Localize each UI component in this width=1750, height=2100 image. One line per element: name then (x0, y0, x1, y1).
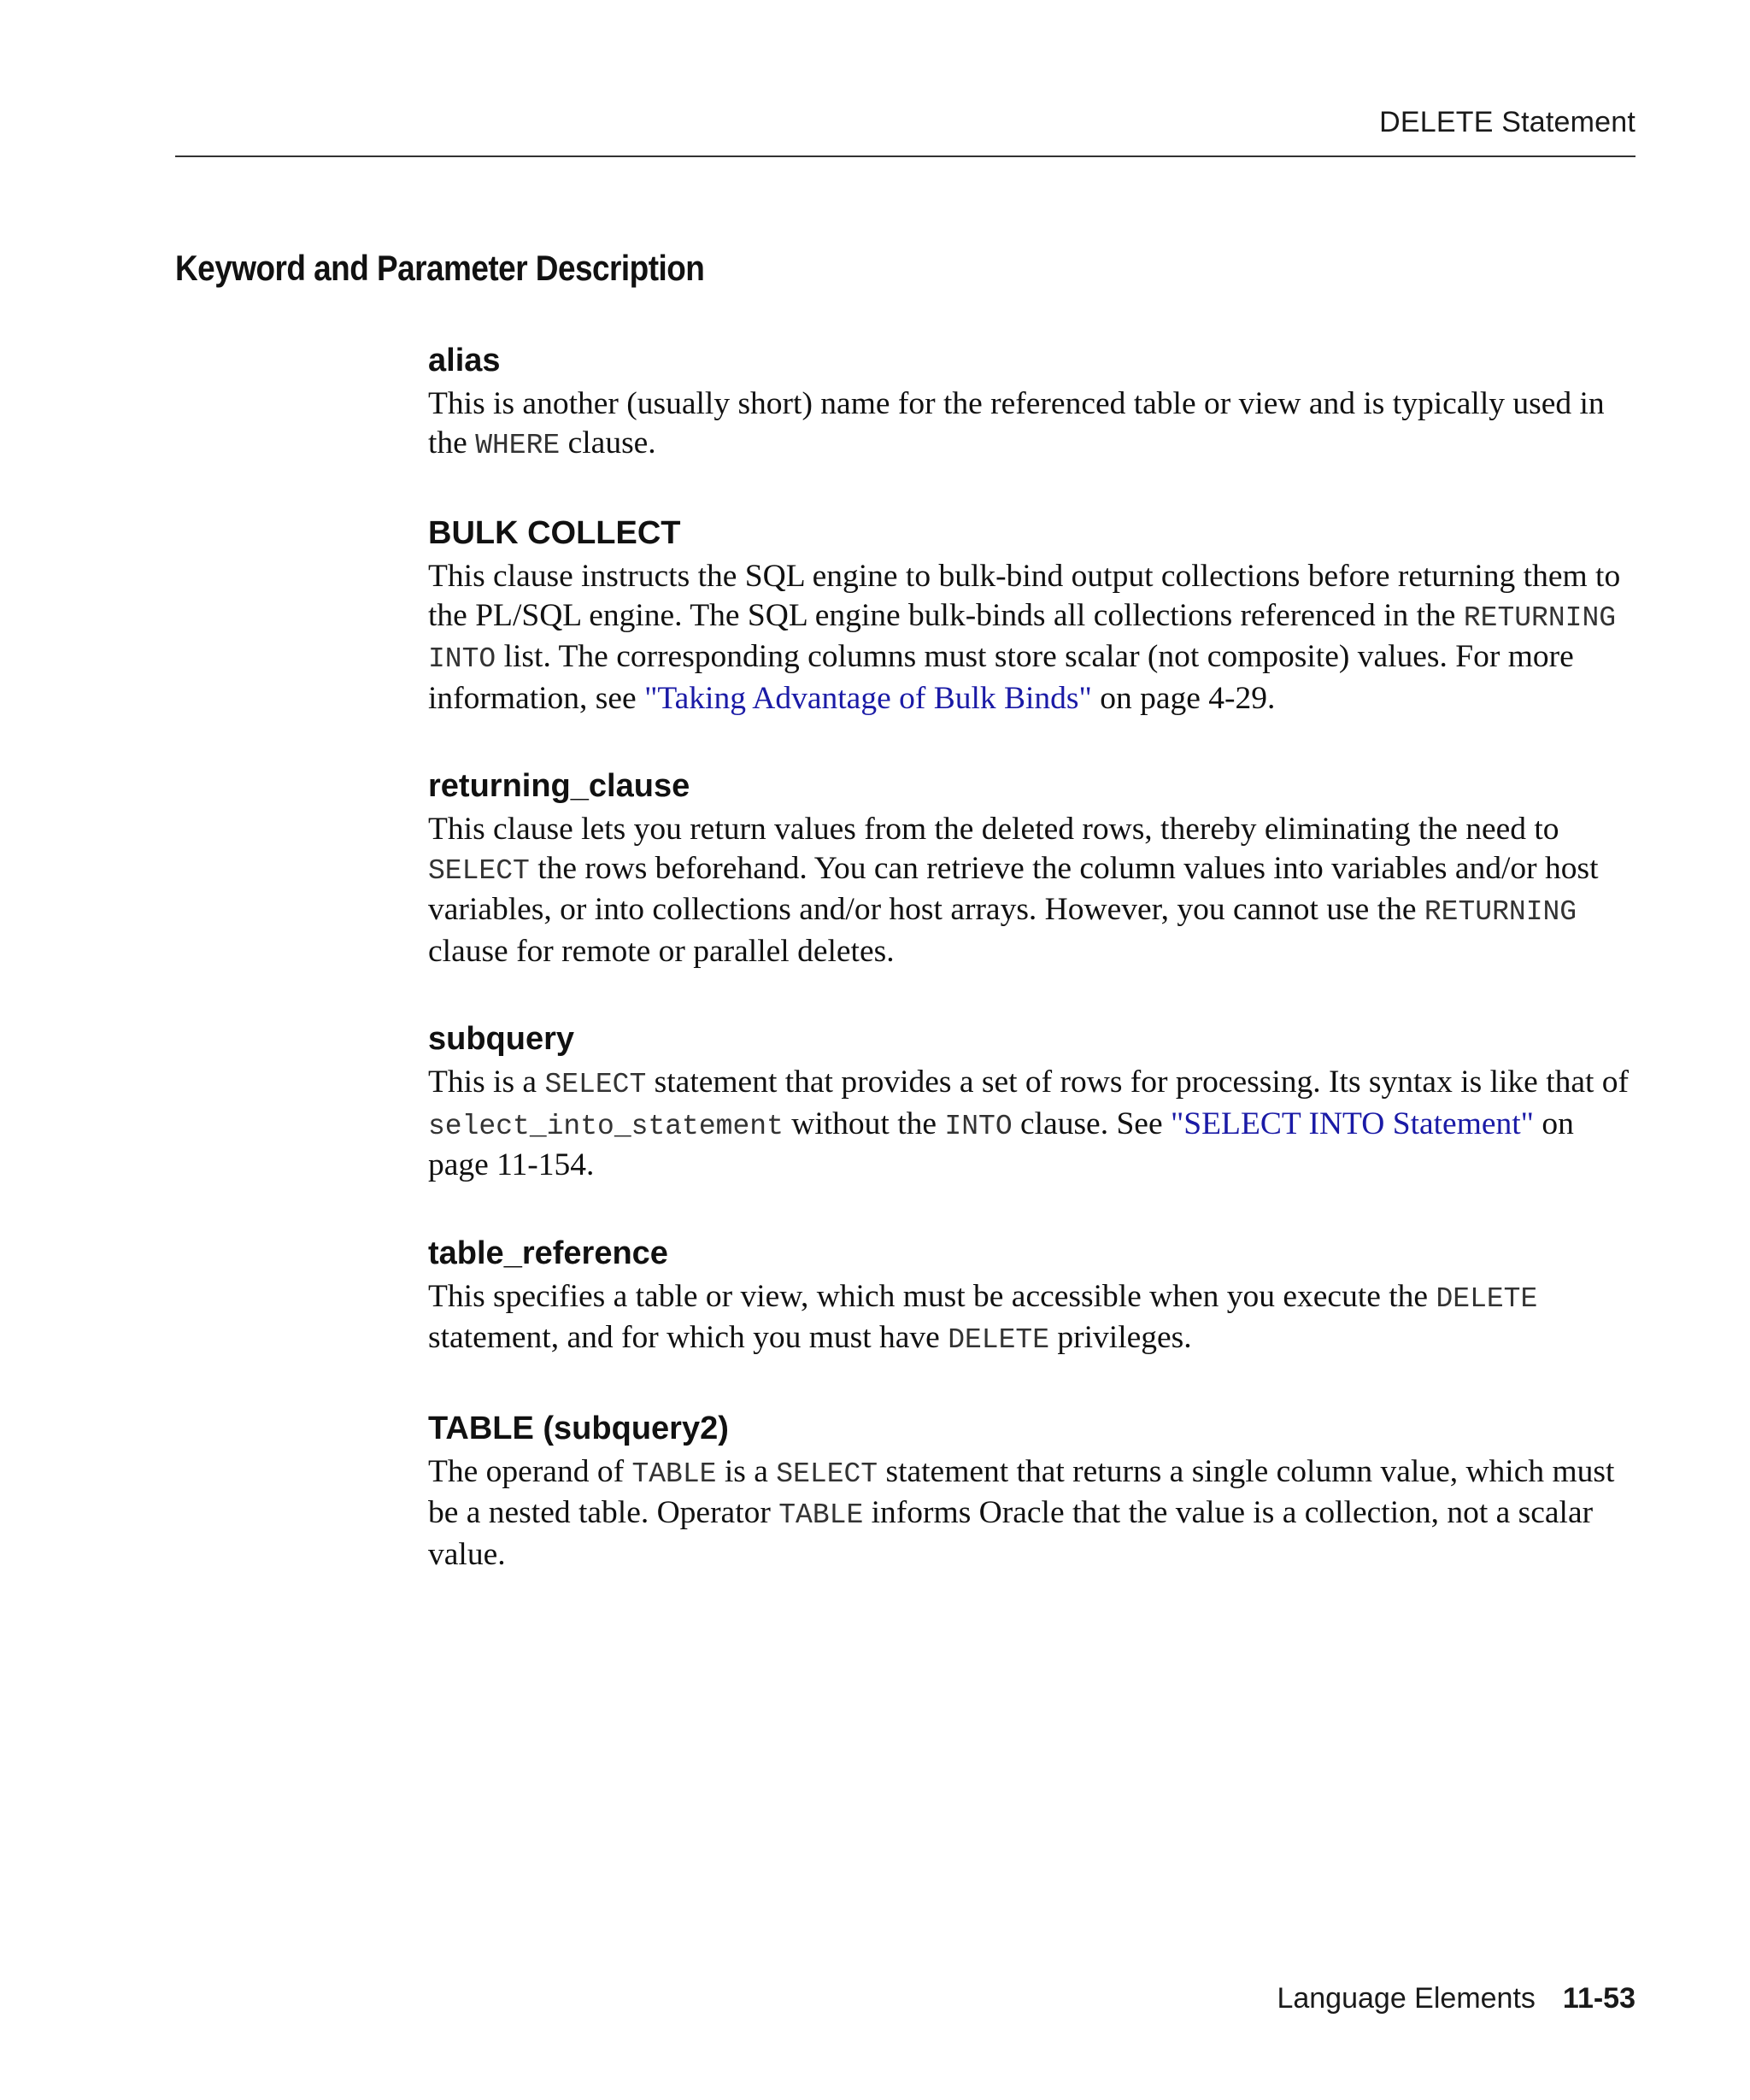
running-footer (1277, 1982, 1635, 2015)
description-text: privileges. (1049, 1320, 1192, 1355)
term-description (428, 810, 1641, 971)
description-text: This is another (usually short) name for the referenced table or view and is typically used in the (428, 386, 1605, 460)
description-text: clause for remote or parallel deletes. (428, 933, 895, 969)
code-keyword: DELETE (1436, 1282, 1538, 1315)
description-text: informs Oracle that the value is a collection, not a scalar value. (428, 1495, 1594, 1572)
footer-page-number: 11-53 (1562, 1982, 1635, 2015)
entry-returning-clause (428, 766, 1641, 971)
description-text: This is a (428, 1065, 545, 1100)
description-text: on page 4-29. (1091, 680, 1276, 716)
description-text: statement that provides a set of rows for processing. Its syntax is like that of (646, 1065, 1630, 1100)
section-title: Keyword and Parameter Description (175, 248, 705, 288)
description-text: clause. See (1012, 1106, 1171, 1141)
description-text: This specifies a table or view, which must be accessible when you execute the (428, 1278, 1436, 1314)
term-description (428, 557, 1641, 718)
code-keyword: RETURNING INTO (428, 601, 1617, 675)
description-text: on page 11-154. (428, 1106, 1574, 1182)
term-heading: returning_clause (428, 768, 690, 804)
description-text: list. The corresponding columns must store scalar (not composite) values. For more information, see (428, 639, 1574, 716)
term-heading: alias (428, 343, 501, 378)
code-keyword: DELETE (948, 1324, 1050, 1356)
code-keyword: SELECT (428, 854, 530, 887)
entry-alias (428, 340, 1641, 465)
code-keyword: TABLE (631, 1458, 717, 1490)
entry-bulk-collect (428, 513, 1641, 718)
code-keyword: RETURNING (1424, 896, 1577, 928)
term-description (428, 1452, 1641, 1575)
term-heading: TABLE (subquery2) (428, 1410, 729, 1446)
code-keyword: SELECT (776, 1458, 878, 1490)
running-header: DELETE Statement (1379, 106, 1635, 138)
description-text: This clause instructs the SQL engine to bulk-bind output collections before returning them to the PL/SQL engine. The SQL engine bulk-binds all collections referenced in the (428, 559, 1621, 633)
entry-table-reference (428, 1233, 1641, 1360)
description-text: The operand of (428, 1453, 632, 1489)
header-rule (175, 155, 1635, 157)
description-text: the rows beforehand. You can retrieve the column values into variables and/or host variables, or into collections and/or host arrays. However, you cannot use the (428, 850, 1599, 927)
code-keyword: WHERE (475, 429, 561, 461)
description-text: clause. (560, 425, 656, 460)
code-keyword: TABLE (778, 1499, 864, 1531)
term-heading: subquery (428, 1021, 575, 1057)
entry-subquery (428, 1018, 1641, 1185)
code-keyword: INTO (944, 1110, 1013, 1142)
term-description (428, 1063, 1641, 1185)
description-text: statement that returns a single column value, which must be a nested table. Operator (428, 1453, 1615, 1530)
term-heading: table_reference (428, 1235, 668, 1271)
description-text: statement, and for which you must have (428, 1320, 948, 1355)
description-text: without the (783, 1106, 945, 1141)
term-heading: BULK COLLECT (428, 515, 681, 551)
description-text: This clause lets you return values from the deleted rows, thereby eliminating the need to (428, 812, 1559, 847)
parameter-list (428, 340, 1641, 1622)
term-description (428, 1277, 1641, 1360)
code-keyword: SELECT (544, 1069, 647, 1100)
cross-reference-link[interactable]: "Taking Advantage of Bulk Binds" (644, 680, 1092, 716)
term-description (428, 384, 1641, 465)
footer-section-name: Language Elements (1277, 1982, 1536, 2015)
code-keyword: select_into_statement (428, 1110, 784, 1142)
description-text: is a (716, 1453, 777, 1489)
cross-reference-link[interactable]: "SELECT INTO Statement" (1170, 1106, 1534, 1141)
entry-table-subquery2 (428, 1408, 1641, 1575)
